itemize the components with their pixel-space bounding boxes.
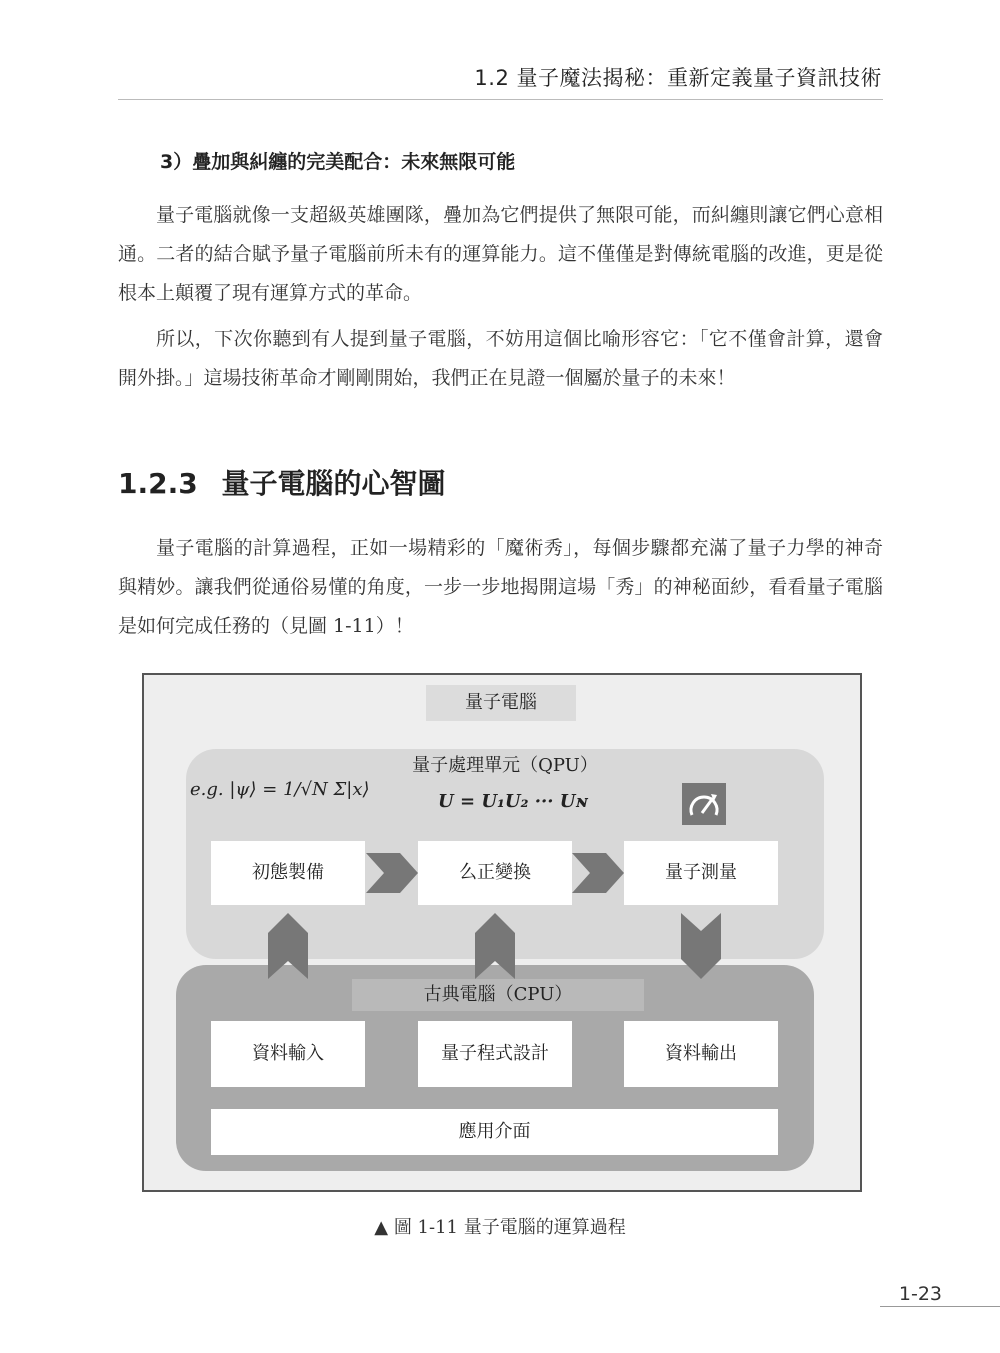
header-divider <box>118 99 883 100</box>
step-unitary: 么正變換 <box>418 841 572 905</box>
arrow-up-icon <box>475 913 515 979</box>
arrow-up-icon <box>268 913 308 979</box>
figure-caption: ▲ 圖 1-11 量子電腦的運算過程 <box>374 1217 626 1238</box>
arrow-down-icon <box>681 913 721 979</box>
running-header: 1.2 量子魔法揭秘：重新定義量子資訊技術 <box>474 66 882 90</box>
page-number-rule <box>880 1306 1000 1307</box>
step-init-state: 初態製備 <box>211 841 365 905</box>
unitary-formula: U = U₁U₂ ··· Uɴ <box>438 791 589 812</box>
gauge-icon <box>682 783 726 825</box>
step-measure: 量子測量 <box>624 841 778 905</box>
section-title <box>118 462 446 502</box>
quantum-programming-box: 量子程式設計 <box>418 1021 572 1087</box>
data-input-box: 資料輸入 <box>211 1021 365 1087</box>
data-output-box: 資料輸出 <box>624 1021 778 1087</box>
cpu-panel <box>176 965 814 1171</box>
quantum-computer-diagram <box>142 673 862 1192</box>
state-formula: e.g. |ψ⟩ = 1/√N Σ|x⟩ <box>190 779 370 800</box>
page-number: 1-23 <box>898 1283 942 1305</box>
arrow-right-icon <box>366 853 418 893</box>
section-heading: 量子電腦的心智圖 <box>221 467 446 500</box>
qpu-label: 量子處理單元（QPU） <box>412 755 598 776</box>
section-number: 1.2.3 <box>118 467 198 500</box>
cpu-label: 古典電腦（CPU） <box>352 979 644 1011</box>
paragraph-3: 量子電腦的計算過程，正如一場精彩的「魔術秀」，每個步驟都充滿了量子力學的神奇與精妙。讓我們從通俗易懂的角度，一步一步地揭開這場「秀」的神秘面紗，看看量子電腦是如何完成任務的（見圖 1-11）！ <box>118 537 883 637</box>
paragraph-1: 量子電腦就像一支超級英雄團隊，疊加為它們提供了無限可能，而糾纏則讓它們心意相通。二者的結合賦予量子電腦前所未有的運算能力。這不僅僅是對傳統電腦的改進，更是從根本上顛覆了現有運算方式的革命。 <box>118 204 883 304</box>
subheading: 3）疊加與糾纏的完美配合：未來無限可能 <box>160 151 516 173</box>
paragraph-2: 所以，下次你聽到有人提到量子電腦，不妨用這個比喻形容它：「它不僅會計算，還會開外掛。」這場技術革命才剛剛開始，我們正在見證一個屬於量子的未來！ <box>118 328 883 389</box>
arrow-right-icon <box>572 853 624 893</box>
diagram-title: 量子電腦 <box>426 685 576 721</box>
app-interface-box: 應用介面 <box>211 1109 778 1155</box>
